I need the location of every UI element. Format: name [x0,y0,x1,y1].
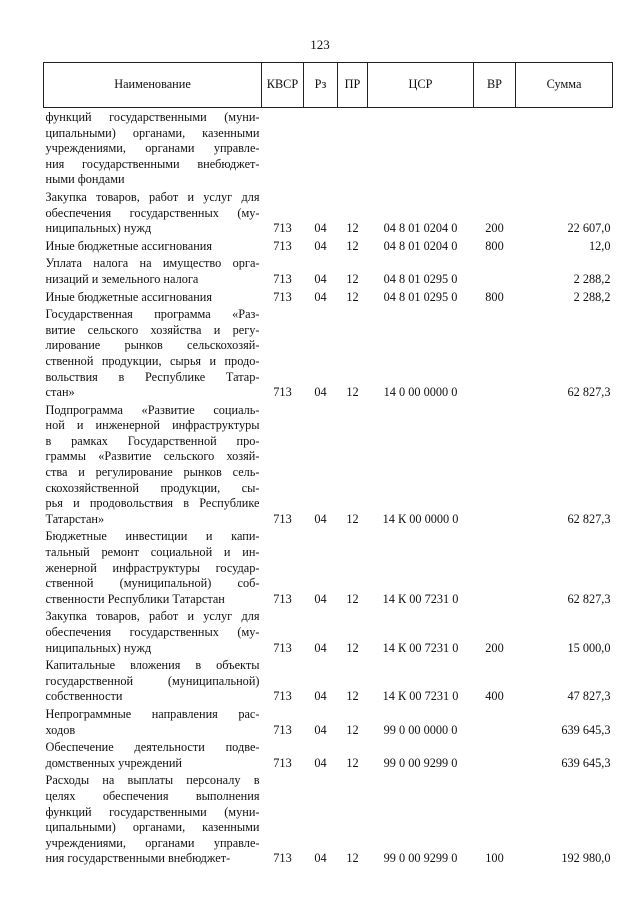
name-line: ства и регулирование рынков сель- [45,465,260,480]
name-line: низаций и земельного налога [45,271,199,286]
cell-name [44,108,262,189]
cell-csr: 04 8 01 0204 0 [383,221,458,236]
name-line: Подпрограмма «Развитие социаль- [45,402,260,417]
name-line: Государственная программа «Раз- [45,307,260,322]
cell-kvsr: 713 [273,271,292,286]
cell-pr: 12 [346,271,359,286]
cell-vr [474,739,516,772]
name-line: рья и продовольствия в Республике [45,496,260,511]
column-header-kvsr: КВСР [262,63,304,108]
cell-sum: 15 000,0 [567,640,611,655]
cell-rz: 04 [314,640,327,655]
name-line: лирование рынков сельскохозяй- [45,338,260,353]
cell-name [44,189,262,238]
cell-pr: 12 [346,511,359,526]
cell-vr [474,255,516,288]
table-body [44,108,613,868]
cell-csr [368,108,474,189]
cell-sum: 2 288,2 [573,271,611,286]
cell-rz: 04 [314,755,327,770]
cell-kvsr: 713 [273,238,292,253]
cell-sum: 62 827,3 [567,385,611,400]
cell-vr: 800 [485,238,504,253]
name-line: тальный ремонт социальной и ин- [45,545,260,560]
name-line: ной и инженерной инфраструктуры [45,418,260,433]
name-line: ниципальных) нужд [45,640,152,655]
column-header-csr: ЦСР [368,63,474,108]
table-row [44,772,613,868]
cell-pr: 12 [346,722,359,737]
table-header [44,63,613,108]
cell-sum: 12,0 [588,238,611,253]
cell-vr [474,108,516,189]
cell-pr: 12 [346,640,359,655]
cell-csr: 04 8 01 0295 0 [383,271,458,286]
table-row [44,402,613,529]
cell-rz: 04 [314,851,327,866]
cell-name [44,739,262,772]
table-row [44,608,613,657]
name-line: обеспечения государственных (му- [45,205,260,220]
name-line: ственной продукции, сырья и продо- [45,353,260,368]
name-line: функций государственными (муни- [45,804,260,819]
name-line: женерной инфраструктуры государ- [45,560,260,575]
cell-sum: 639 645,3 [561,722,611,737]
cell-rz: 04 [314,238,327,253]
cell-vr: 200 [485,221,504,236]
name-line: учреждениями, органами управле- [45,141,260,156]
cell-vr [474,706,516,739]
budget-table [43,62,613,868]
table-row [44,108,613,189]
cell-name [44,238,262,256]
cell-pr: 12 [346,238,359,253]
cell-csr: 04 8 01 0204 0 [383,238,458,253]
name-line: Иные бюджетные ассигнования [45,238,213,253]
cell-sum: 62 827,3 [567,511,611,526]
table-row [44,739,613,772]
cell-pr: 12 [346,755,359,770]
cell-csr: 14 К 00 7231 0 [382,591,459,606]
cell-kvsr: 713 [273,221,292,236]
cell-name [44,706,262,739]
cell-vr [474,402,516,529]
name-line: ходов [45,722,76,737]
cell-rz: 04 [314,722,327,737]
cell-sum: 639 645,3 [561,755,611,770]
name-line: ниципальных) нужд [45,221,152,236]
cell-rz: 04 [314,289,327,304]
cell-csr: 14 К 00 0000 0 [382,511,459,526]
cell-vr: 200 [485,640,504,655]
cell-kvsr: 713 [273,289,292,304]
cell-kvsr: 713 [273,722,292,737]
page-number: 123 [310,37,330,52]
table-row [44,306,613,402]
cell-pr: 12 [346,689,359,704]
cell-name [44,608,262,657]
name-line: собственности [45,689,123,704]
cell-kvsr: 713 [273,640,292,655]
cell-vr: 100 [485,851,504,866]
name-line: ственности Республики Татарстан [45,591,225,606]
cell-rz: 04 [314,271,327,286]
name-line: целях обеспечения выполнения [45,788,260,803]
cell-rz: 04 [314,221,327,236]
name-line: Обеспечение деятельности подве- [45,740,260,755]
cell-rz: 04 [314,689,327,704]
cell-csr: 14 К 00 7231 0 [382,689,459,704]
cell-sum: 47 827,3 [567,689,611,704]
name-line: ния государственными внебюджет- [45,156,260,171]
cell-name [44,772,262,868]
cell-kvsr: 713 [273,689,292,704]
name-line: витие сельского хозяйства и регу- [45,322,260,337]
cell-name [44,289,262,307]
name-line: Непрограммные направления рас- [45,706,260,721]
name-line: в рамках Государственной про- [45,433,260,448]
name-line: скохозяйственной продукции, сы- [45,480,260,495]
name-line: функций государственными (муни- [45,110,260,124]
name-line: Закупка товаров, работ и услуг для [45,189,260,204]
name-line: ципальными) органами, казенными [45,820,260,835]
name-line: Татарстан» [45,511,105,526]
cell-csr: 99 0 00 9299 0 [383,755,458,770]
name-line: ственной (муниципальной) соб- [45,576,260,591]
cell-rz: 04 [314,591,327,606]
cell-kvsr: 713 [273,511,292,526]
cell-name [44,306,262,402]
cell-sum: 22 607,0 [567,221,611,236]
cell-pr: 12 [346,221,359,236]
cell-name [44,255,262,288]
table-row [44,528,613,608]
table-row [44,189,613,238]
cell-name [44,528,262,608]
name-line: граммы «Развитие сельского хозяй- [45,449,260,464]
cell-vr [474,306,516,402]
cell-kvsr: 713 [273,851,292,866]
cell-pr [338,108,368,189]
cell-rz: 04 [314,385,327,400]
cell-csr: 14 0 00 0000 0 [383,385,458,400]
cell-vr [474,528,516,608]
table-row [44,238,613,256]
cell-pr: 12 [346,591,359,606]
cell-pr: 12 [346,385,359,400]
name-line: государственной (муниципальной) [45,673,260,688]
name-line: стан» [45,385,75,400]
cell-csr: 99 0 00 9299 0 [383,851,458,866]
name-line: ными фондами [45,172,125,187]
column-header-name: Наименование [44,63,262,108]
name-line: Бюджетные инвестиции и капи- [45,529,260,544]
name-line: Уплата налога на имущество орга- [45,256,260,271]
table-row [44,289,613,307]
cell-rz [304,108,338,189]
name-line: Иные бюджетные ассигнования [45,289,213,304]
name-line: домственных учреждений [45,755,183,770]
name-line: Закупка товаров, работ и услуг для [45,609,260,624]
cell-rz: 04 [314,511,327,526]
cell-sum [516,108,613,189]
name-line: ципальными) органами, казенными [45,125,260,140]
name-line: Расходы на выплаты персоналу в [45,773,260,788]
cell-csr: 99 0 00 0000 0 [383,722,458,737]
name-line: обеспечения государственных (му- [45,625,260,639]
cell-name [44,402,262,529]
cell-kvsr [262,108,304,189]
cell-pr: 12 [346,851,359,866]
column-header-rz: Рз [304,63,338,108]
cell-kvsr: 713 [273,755,292,770]
table-row [44,657,613,706]
name-line: учреждениями, органами управле- [45,835,260,850]
table-row [44,706,613,739]
column-header-sum: Сумма [516,63,613,108]
cell-sum: 192 980,0 [561,851,611,866]
column-header-vr: ВР [474,63,516,108]
name-line: ния государственными внебюджет- [45,851,231,866]
column-header-pr: ПР [338,63,368,108]
cell-vr: 800 [485,289,504,304]
cell-vr: 400 [485,689,504,704]
cell-name [44,657,262,706]
cell-sum: 62 827,3 [567,591,611,606]
cell-kvsr: 713 [273,591,292,606]
cell-sum: 2 288,2 [573,289,611,304]
cell-csr: 14 К 00 7231 0 [382,640,459,655]
cell-pr: 12 [346,289,359,304]
cell-kvsr: 713 [273,385,292,400]
table-row [44,255,613,288]
cell-csr: 04 8 01 0295 0 [383,289,458,304]
name-line: вольствия в Республике Татар- [45,369,260,384]
name-line: Капитальные вложения в объекты [45,658,260,673]
